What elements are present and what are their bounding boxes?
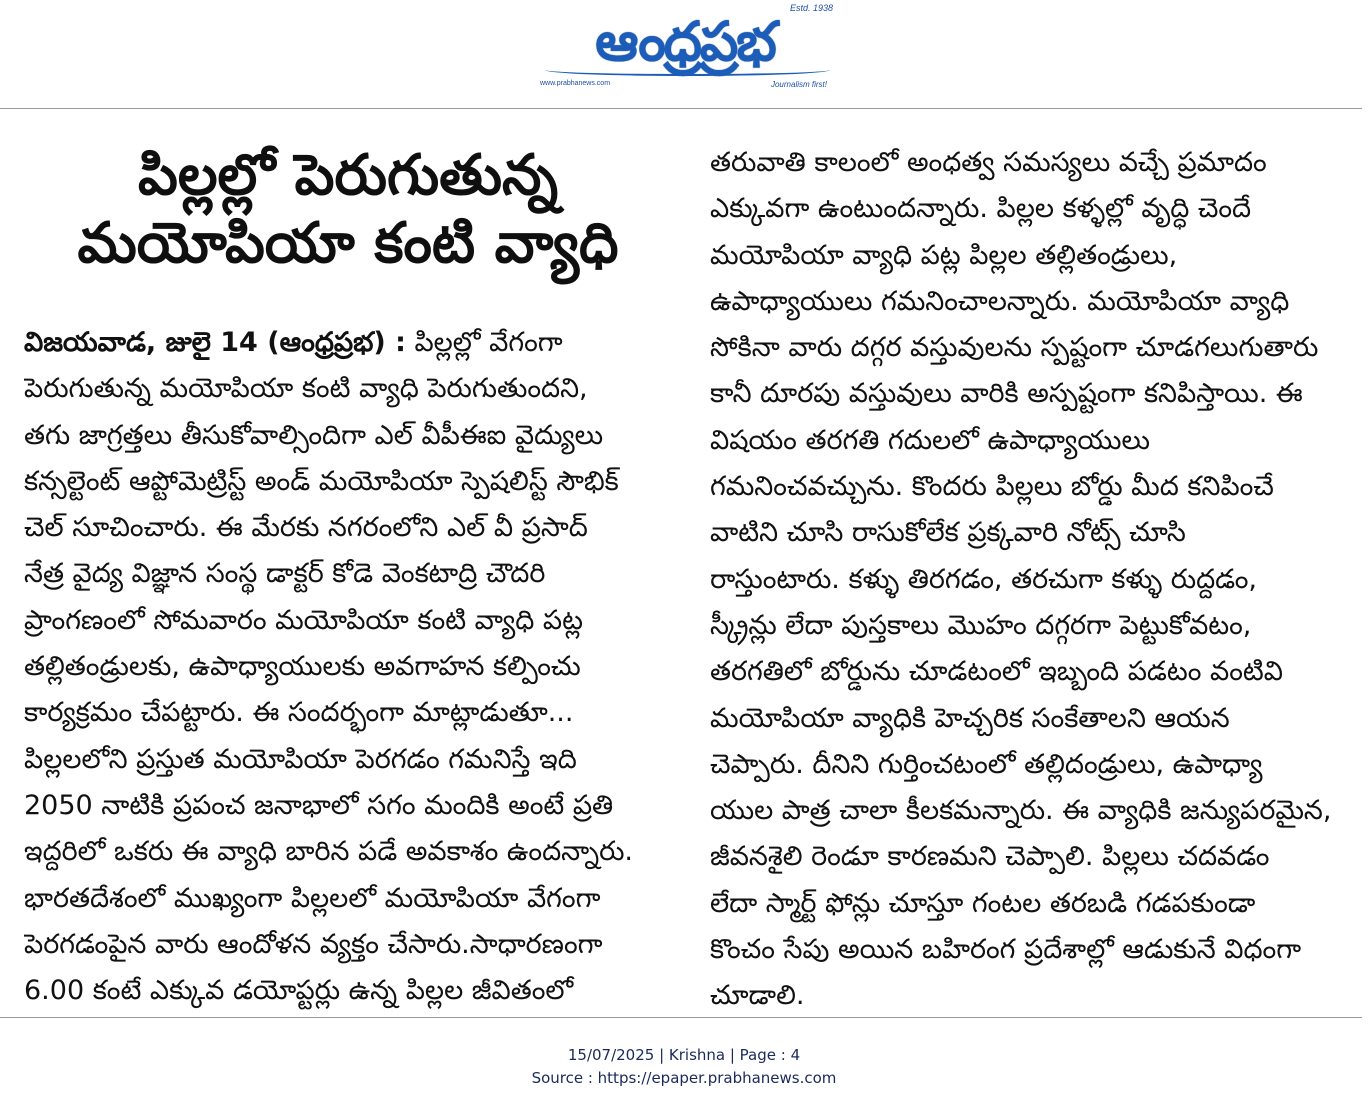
article-text-line: పెరగడంపైన వారు ఆందోళన వ్యక్తం చేసారు.సాధారణంగా	[24, 928, 603, 960]
article-text-line: పిల్లలలోని ప్రస్తుత మయోపియా పెరగడం గమనిస్తే ఇది	[24, 743, 577, 775]
article-text-line: పెరుగుతున్న మయోపియా కంటి వ్యాధి పెరుగుతుందని,	[24, 373, 588, 405]
article-text-line: చెల్ సూచించారు. ఈ మేరకు నగరంలోని ఎల్ వీ ప్రసాద్	[24, 512, 588, 544]
article-text-line: కొంచం సేపు అయిన బహిరంగ ప్రదేశాల్లో ఆడుకునే విధంగా	[710, 934, 1302, 966]
article-text-line: జీవనశైలి రెండూ కారణమని చెప్పాలి. పిల్లలు చదవడం	[710, 841, 1270, 873]
masthead-estd: Estd. 1938	[789, 3, 833, 13]
article-text-line: 2050 నాటికి ప్రపంచ జనాభాలో సగం మందికి అంటే ప్రతి	[24, 789, 614, 821]
article-text-line: కానీ దూరపు వస్తువులు వారికి అస్పష్టంగా కనిపిస్తాయి. ఈ	[710, 378, 1303, 410]
article-text-line: భారతదేశంలో ముఖ్యంగా పిల్లలలో మయోపియా వేగంగా	[24, 882, 601, 914]
article-text-line: విషయం తరగతి గదులలో ఉపాధ్యాయులు	[710, 424, 1150, 456]
masthead-logo	[535, 3, 835, 90]
logo-swoosh	[545, 64, 830, 76]
article-text-line: మయోపియా వ్యాధికి హెచ్చరిక సంకేతాలని ఆయన	[710, 702, 1230, 734]
headline-line-1: పిల్లల్లో పెరుగుతున్న	[138, 143, 558, 208]
footer-edition-info: 15/07/2025 | Krishna | Page : 4	[567, 1046, 801, 1064]
article-text-line: తల్లితండ్రులకు, ఉపాధ్యాయులకు అవగాహన కల్పించు	[24, 651, 581, 683]
article-text-line: ఉపాధ్యాయులు గమనించాలన్నారు. మయోపియా వ్యాధి	[710, 285, 1290, 317]
article-left-column	[24, 320, 664, 1014]
article-text-line: 6.00 కంటే ఎక్కువ డయోప్టర్లు ఉన్న పిల్లల జీవితంలో	[24, 975, 574, 1007]
article-text-line: రాస్తుంటారు. కళ్ళు తిరగడం, తరచుగా కళ్ళు రుద్దడం,	[710, 563, 1257, 595]
headline-line-2: మయోపియా కంటి వ్యాధి	[77, 211, 619, 276]
footer-source: Source : https://epaper.prabhanews.com	[531, 1069, 837, 1087]
article-text-line: చూడాలి.	[710, 980, 805, 1012]
article-text-line: గమనించవచ్చును. కొందరు పిల్లలు బోర్డు మీద కనిపించే	[710, 471, 1274, 503]
article-text-line: కన్సల్టెంట్ ఆప్టోమెట్రిస్ట్ అండ్ మయోపియా స్పెషలిస్ట్ సౌభిక్	[24, 465, 619, 497]
logo-wordmark: ఆంధ్రప్రభ	[595, 10, 775, 73]
bottom-divider	[0, 1017, 1362, 1018]
article-text-line: ఇద్దరిలో ఒకరు ఈ వ్యాధి బారిన పడే అవకాశం ఉందన్నారు.	[24, 836, 634, 868]
masthead-website: www.prabhanews.com	[540, 80, 611, 87]
article-text-line: లేదా స్మార్ట్ ఫోన్లు చూస్తూ గంటల తరబడి గడపకుండా	[710, 887, 1256, 919]
article-headline	[24, 142, 672, 278]
article-text-line: ఎక్కువగా ఉంటుందన్నారు. పిల్లల కళ్ళల్లో వృద్ధి చెందే	[710, 193, 1252, 225]
article-text-line: తరగతిలో బోర్డును చూడటంలో ఇబ్బంది పడటం వంటివి	[710, 656, 1283, 688]
article-first-line	[24, 320, 664, 366]
article-text-line: తగు జాగ్రత్తలు తీసుకోవాల్సిందిగా ఎల్ వీపీఈఐ వైద్యులు	[24, 419, 604, 451]
article-text-line: స్క్రీన్లు లేదా పుస్తకాలు మొహం దగ్గరగా పెట్టుకోవటం,	[710, 609, 1252, 641]
article-text-line: కార్యక్రమం చేపట్టారు. ఈ సందర్భంగా మాట్లాడుతూ...	[24, 697, 574, 729]
article-text-line: సోకినా వారు దగ్గర వస్తువులను స్పష్టంగా చూడగలుగుతారు	[710, 332, 1319, 364]
article-text-line: మయోపియా వ్యాధి పట్ల పిల్లల తల్లితండ్రులు,	[710, 239, 1178, 271]
article-text-line: చెప్పారు. దీనిని గుర్తించటంలో తల్లిదండ్రులు, ఉపాధ్యా	[710, 748, 1263, 780]
article-text-line: నేత్ర వైద్య విజ్ఞాన సంస్థ డాక్టర్ కోడె వెంకటాద్రి చౌదరి	[24, 558, 546, 590]
article-text-line: వాటిని చూసి రాసుకోలేక ప్రక్కవారి నోట్స్ చూసి	[710, 517, 1186, 549]
top-divider	[0, 108, 1362, 109]
article-right-column	[710, 140, 1350, 1020]
masthead-tagline: Journalism first!	[770, 80, 827, 89]
dateline: విజయవాడ, జులై 14 (ఆంధ్రప్రభ) :	[24, 327, 406, 358]
article-text-line: ప్రాంగణంలో సోమవారం మయోపియా కంటి వ్యాధి పట్ల	[24, 604, 583, 636]
article-text-line: తరువాతి కాలంలో అంధత్వ సమస్యలు వచ్చే ప్రమాదం	[710, 147, 1267, 178]
first-line-text: పిల్లల్లో వేగంగా	[414, 327, 563, 358]
article-text-line: యుల పాత్ర చాలా కీలకమన్నారు. ఈ వ్యాధికి జన్యుపరమైన,	[710, 795, 1332, 827]
